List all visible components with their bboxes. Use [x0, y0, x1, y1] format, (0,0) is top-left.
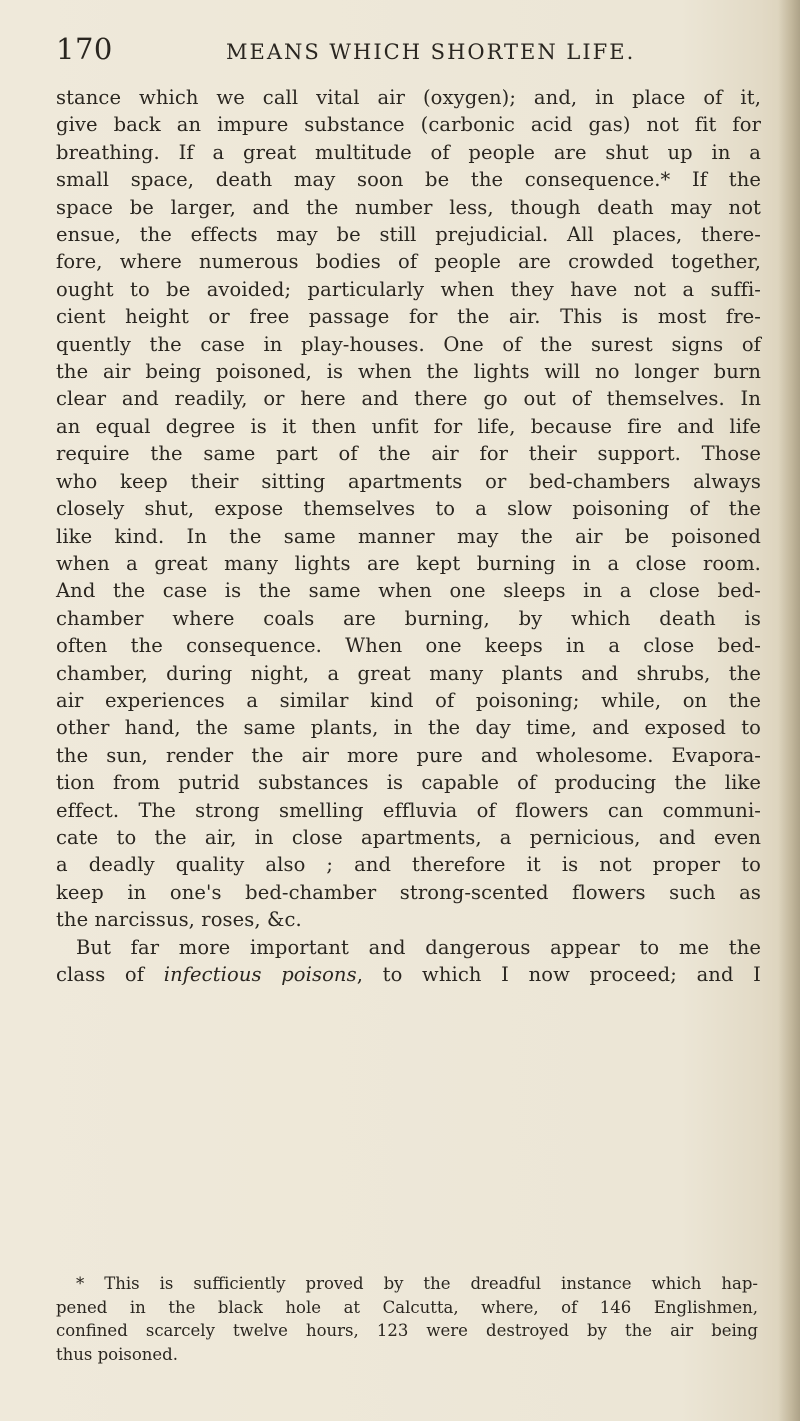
- paragraph-2-line-1: But far more important and dangerous appear to me the: [76, 935, 761, 959]
- paragraph-2-line-2: [56, 961, 761, 988]
- text-line: who keep their sitting apartments or bed-chambers always: [56, 469, 761, 493]
- italic-phrase: infectious poisons: [163, 963, 357, 986]
- text-line: chamber, during night, a great many plants and shrubs, the: [56, 661, 761, 685]
- text-line: the sun, render the air more pure and wholesome. Evapora-: [56, 743, 761, 767]
- text-line: when a great many lights are kept burning in a close room.: [56, 551, 761, 575]
- text-segment: class of: [56, 963, 164, 986]
- text-line: the air being poisoned, is when the lights will no longer burn: [56, 360, 761, 384]
- text-line: fore, where numerous bodies of people are crowded together,: [56, 250, 761, 274]
- text-line: give back an impure substance (carbonic acid gas) not fit for: [56, 113, 761, 137]
- running-head: MEANS WHICH SHORTEN LIFE.: [226, 40, 636, 64]
- text-line: ought to be avoided; particularly when they have not a suffi-: [56, 277, 761, 301]
- text-line: other hand, the same plants, in the day time, and exposed to: [56, 716, 761, 740]
- text-line: ensue, the effects may be still prejudicial. All places, there-: [56, 223, 761, 247]
- text-segment: , to which I now proceed; and I: [356, 963, 761, 986]
- text-line: the narcissus, roses, &c.: [56, 908, 302, 932]
- footnote: [56, 1272, 758, 1366]
- text-line: require the same part of the air for their support. Those: [56, 442, 761, 466]
- text-line: tion from putrid substances is capable of producing the like: [56, 771, 761, 795]
- footnote-line: pened in the black hole at Calcutta, where, of 146 Englishmen,: [56, 1297, 758, 1317]
- text-line: closely shut, expose themselves to a slow poisoning of the: [56, 497, 761, 521]
- text-line: quently the case in play-houses. One of the surest signs of: [56, 332, 761, 356]
- text-line: air experiences a similar kind of poisoning; while, on the: [56, 688, 761, 712]
- footnote-line: thus poisoned.: [56, 1344, 178, 1364]
- footnote-line: * This is sufficiently proved by the dreadful instance which hap-: [76, 1274, 758, 1293]
- text-line: And the case is the same when one sleeps in a close bed-: [56, 579, 761, 603]
- text-line: keep in one's bed-chamber strong-scented flowers such as: [56, 880, 761, 904]
- footnote-line: confined scarcely twelve hours, 123 were destroyed by the air being: [56, 1321, 758, 1340]
- text-line: stance which we call vital air (oxygen); and, in place of it,: [56, 86, 761, 109]
- text-line: a deadly quality also ; and therefore it is not proper to: [56, 853, 761, 877]
- body-text: [56, 84, 761, 988]
- text-line: clear and readily, or here and there go out of themselves. In: [56, 387, 761, 411]
- text-line: effect. The strong smelling effluvia of flowers can communi-: [56, 798, 761, 822]
- text-line: often the consequence. When one keeps in a close bed-: [56, 634, 761, 658]
- text-line: cient height or free passage for the air. This is most fre-: [56, 305, 761, 329]
- page-header: [56, 24, 756, 64]
- text-line: small space, death may soon be the consequence.* If the: [56, 168, 761, 192]
- text-line: cate to the air, in close apartments, a pernicious, and even: [56, 825, 761, 849]
- text-line: like kind. In the same manner may the air be poisoned: [56, 524, 761, 548]
- page-edge-shadow: [778, 0, 800, 1421]
- page-number: 170: [56, 32, 113, 66]
- text-line: space be larger, and the number less, though death may not: [56, 195, 761, 219]
- text-line: breathing. If a great multitude of people are shut up in a: [56, 140, 761, 164]
- text-line: chamber where coals are burning, by which death is: [56, 606, 761, 630]
- text-line: an equal degree is it then unfit for life, because fire and life: [56, 414, 761, 438]
